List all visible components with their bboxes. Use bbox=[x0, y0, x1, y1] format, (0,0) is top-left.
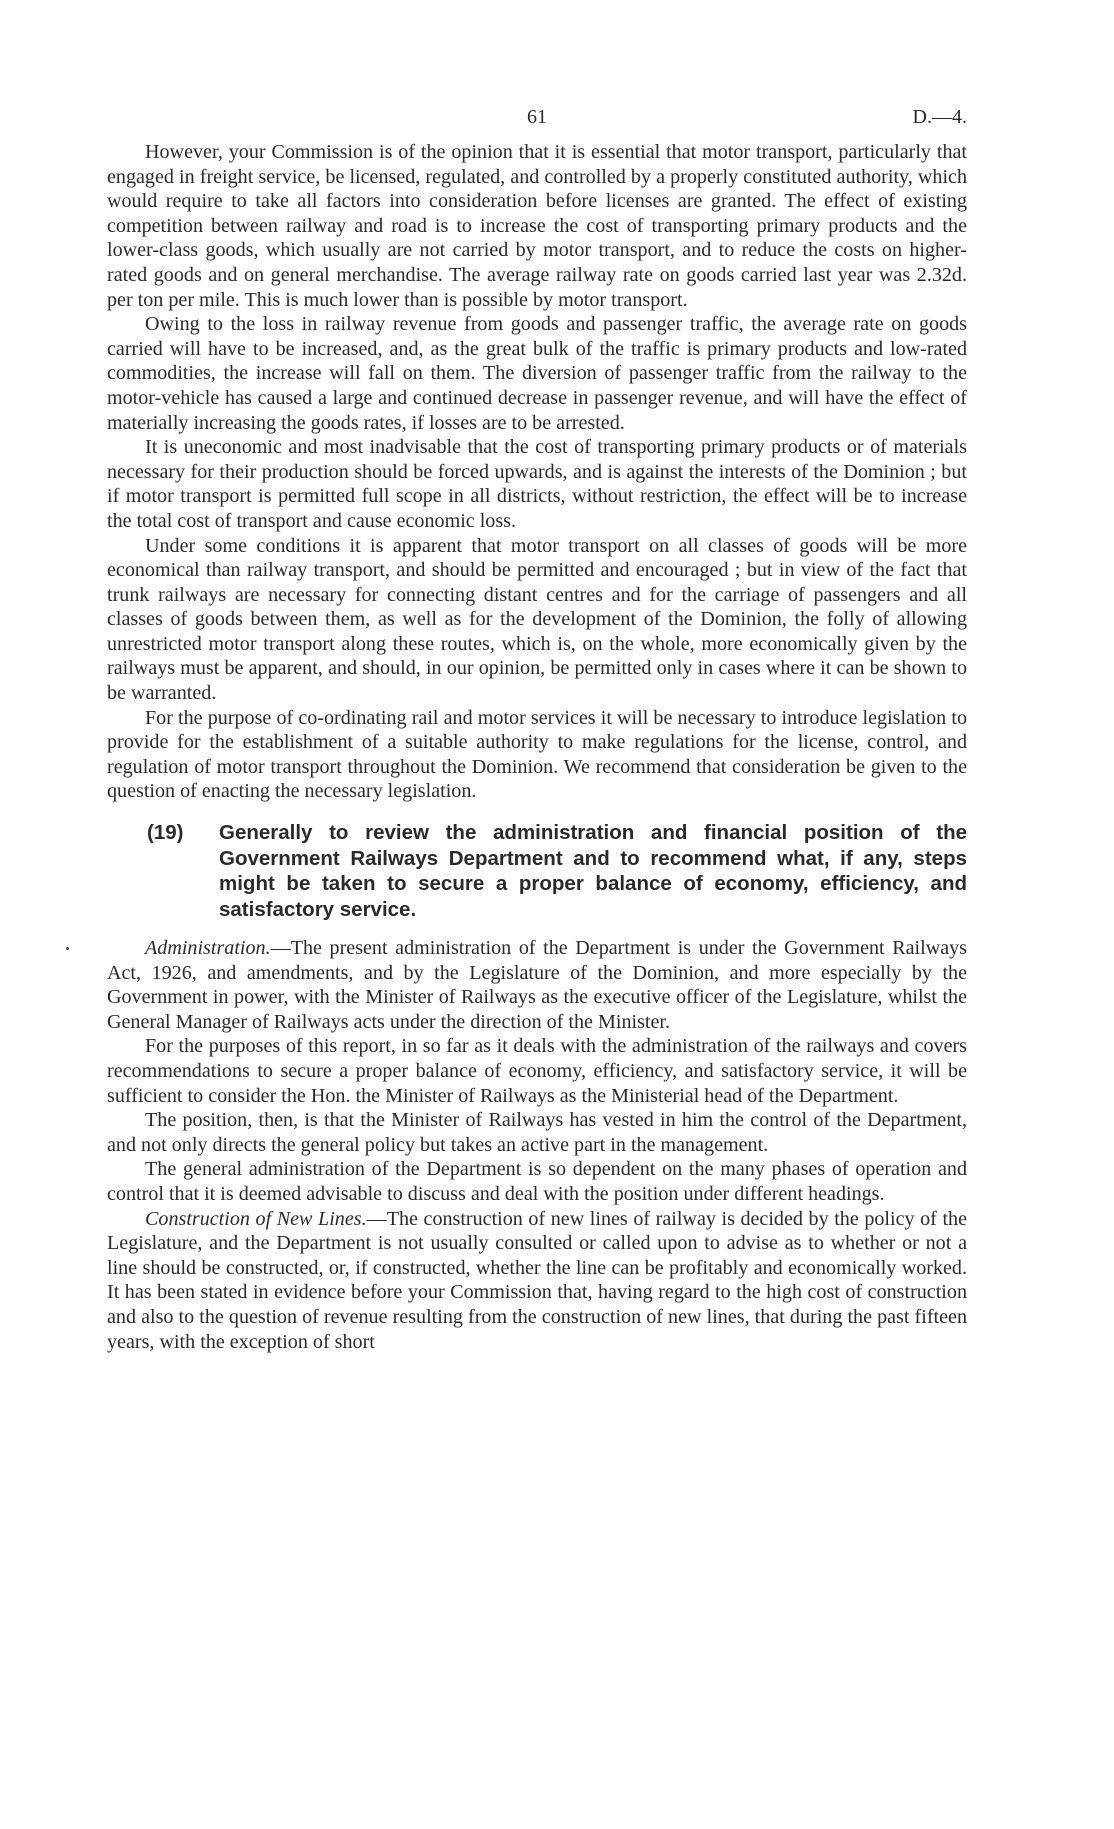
paragraph-report-purpose: For the purposes of this report, in so far as it deals with the administration of the railways and covers recommendations to secure a proper balance of economy, efficiency, and satisfactory service, it will be sufficient to consider the Hon. the Minister of Railways as the Ministerial head of the Department. bbox=[107, 1035, 967, 1107]
paragraph-construction bbox=[107, 1207, 967, 1355]
construction-text: —The construction of new lines of railway is decided by the policy of the Legislature, and the Department is not usually consulted or called upon to advise as to whether or not a line should be constructed, or, if constructed, whether the line can be profitably and economically worked. It has been stated in evidence before your Commission that, having regard to the high cost of construction and also to the question of revenue resulting from the construction of new lines, that during the past fifteen years, with the exception of short bbox=[107, 1207, 967, 1353]
section-heading bbox=[107, 820, 967, 922]
paragraph-minister-position: The position, then, is that the Minister of Railways has vested in him the control of the Department, and not only directs the general policy but takes an active part in the management. bbox=[107, 1109, 967, 1156]
administration-text: —The present administration of the Department is under the Government Railways Act, 1926, and amendments, and by the Legislature of the Dominion, and more especially by the Government in power, with the Minister of Railways as the executive officer of the Legislature, whilst the General Manager of Railways acts under the direction of the Minister. bbox=[107, 937, 967, 1033]
page-header bbox=[107, 0, 967, 140]
section-title: Generally to review the administration and financial position of the Government Railways Department and to recommend what, if any, steps might be taken to secure a proper balance of economy, efficiency, and satisfactory service. bbox=[219, 821, 967, 921]
document-page bbox=[107, 0, 967, 1354]
document-reference: D.—4. bbox=[912, 106, 967, 128]
paragraph-administration bbox=[107, 936, 967, 1034]
margin-dot bbox=[66, 947, 69, 950]
paragraph-coordination: For the purpose of co-ordinating rail and motor services it will be necessary to introduce legislation to provide for the establishment of a suitable authority to make regulations for the license, control, and regulation of motor transport throughout the Dominion. We recommend that consideration be given to the question of enacting the necessary legislation. bbox=[107, 706, 967, 803]
paragraph-revenue-loss: Owing to the loss in railway revenue from goods and passenger traffic, the average rate on goods carried will have to be increased, and, as the great bulk of the traffic is primary products and low-rated commodities, the increase will fall on them. The diversion of passenger traffic from the railway to the motor-vehicle has caused a large and continued decrease in passenger revenue, and will have the effect of materially increasing the goods rates, if losses are to be arrested. bbox=[107, 313, 967, 434]
construction-label: Construction of New Lines. bbox=[145, 1207, 367, 1230]
administration-label: Administration. bbox=[145, 937, 271, 960]
section-number: (19) bbox=[147, 821, 184, 845]
paragraph-general-administration: The general administration of the Department is so dependent on the many phases of operation and control that it is deemed advisable to discuss and deal with the position under different headings. bbox=[107, 1158, 967, 1205]
paragraph-uneconomic: It is uneconomic and most inadvisable that the cost of transporting primary products or of materials necessary for their production should be forced upwards, and is against the interests of the Dominion ; but if motor transport is permitted full scope in all districts, without restriction, the effect will be to increase the total cost of transport and cause economic loss. bbox=[107, 436, 967, 532]
paragraph-motor-licensing: However, your Commission is of the opinion that it is essential that motor transport, particularly that engaged in freight service, be licensed, regulated, and controlled by a properly constituted authority, which would require to take all factors into consideration before licenses are granted. The effect of existing competition between railway and road is to increase the cost of transporting primary products and the lower-class goods, which usually are not carried by motor transport, and to reduce the costs on higher-rated goods and on general merchandise. The average railway rate on goods carried last year was 2.32d. per ton per mile. This is much lower than is possible by motor transport. bbox=[107, 141, 967, 311]
page-number: 61 bbox=[527, 106, 547, 128]
paragraph-conditions: Under some conditions it is apparent that motor transport on all classes of goods will be more economical than railway transport, and should be permitted and encouraged ; but in view of the fact that trunk railways are necessary for connecting distant centres and for the carriage of passengers and all classes of goods between them, as well as for the development of the Dominion, the folly of allowing unrestricted motor transport along these routes, which is, on the whole, more economically given by the railways must be apparent, and should, in our opinion, be permitted only in cases where it can be shown to be warranted. bbox=[107, 534, 967, 705]
